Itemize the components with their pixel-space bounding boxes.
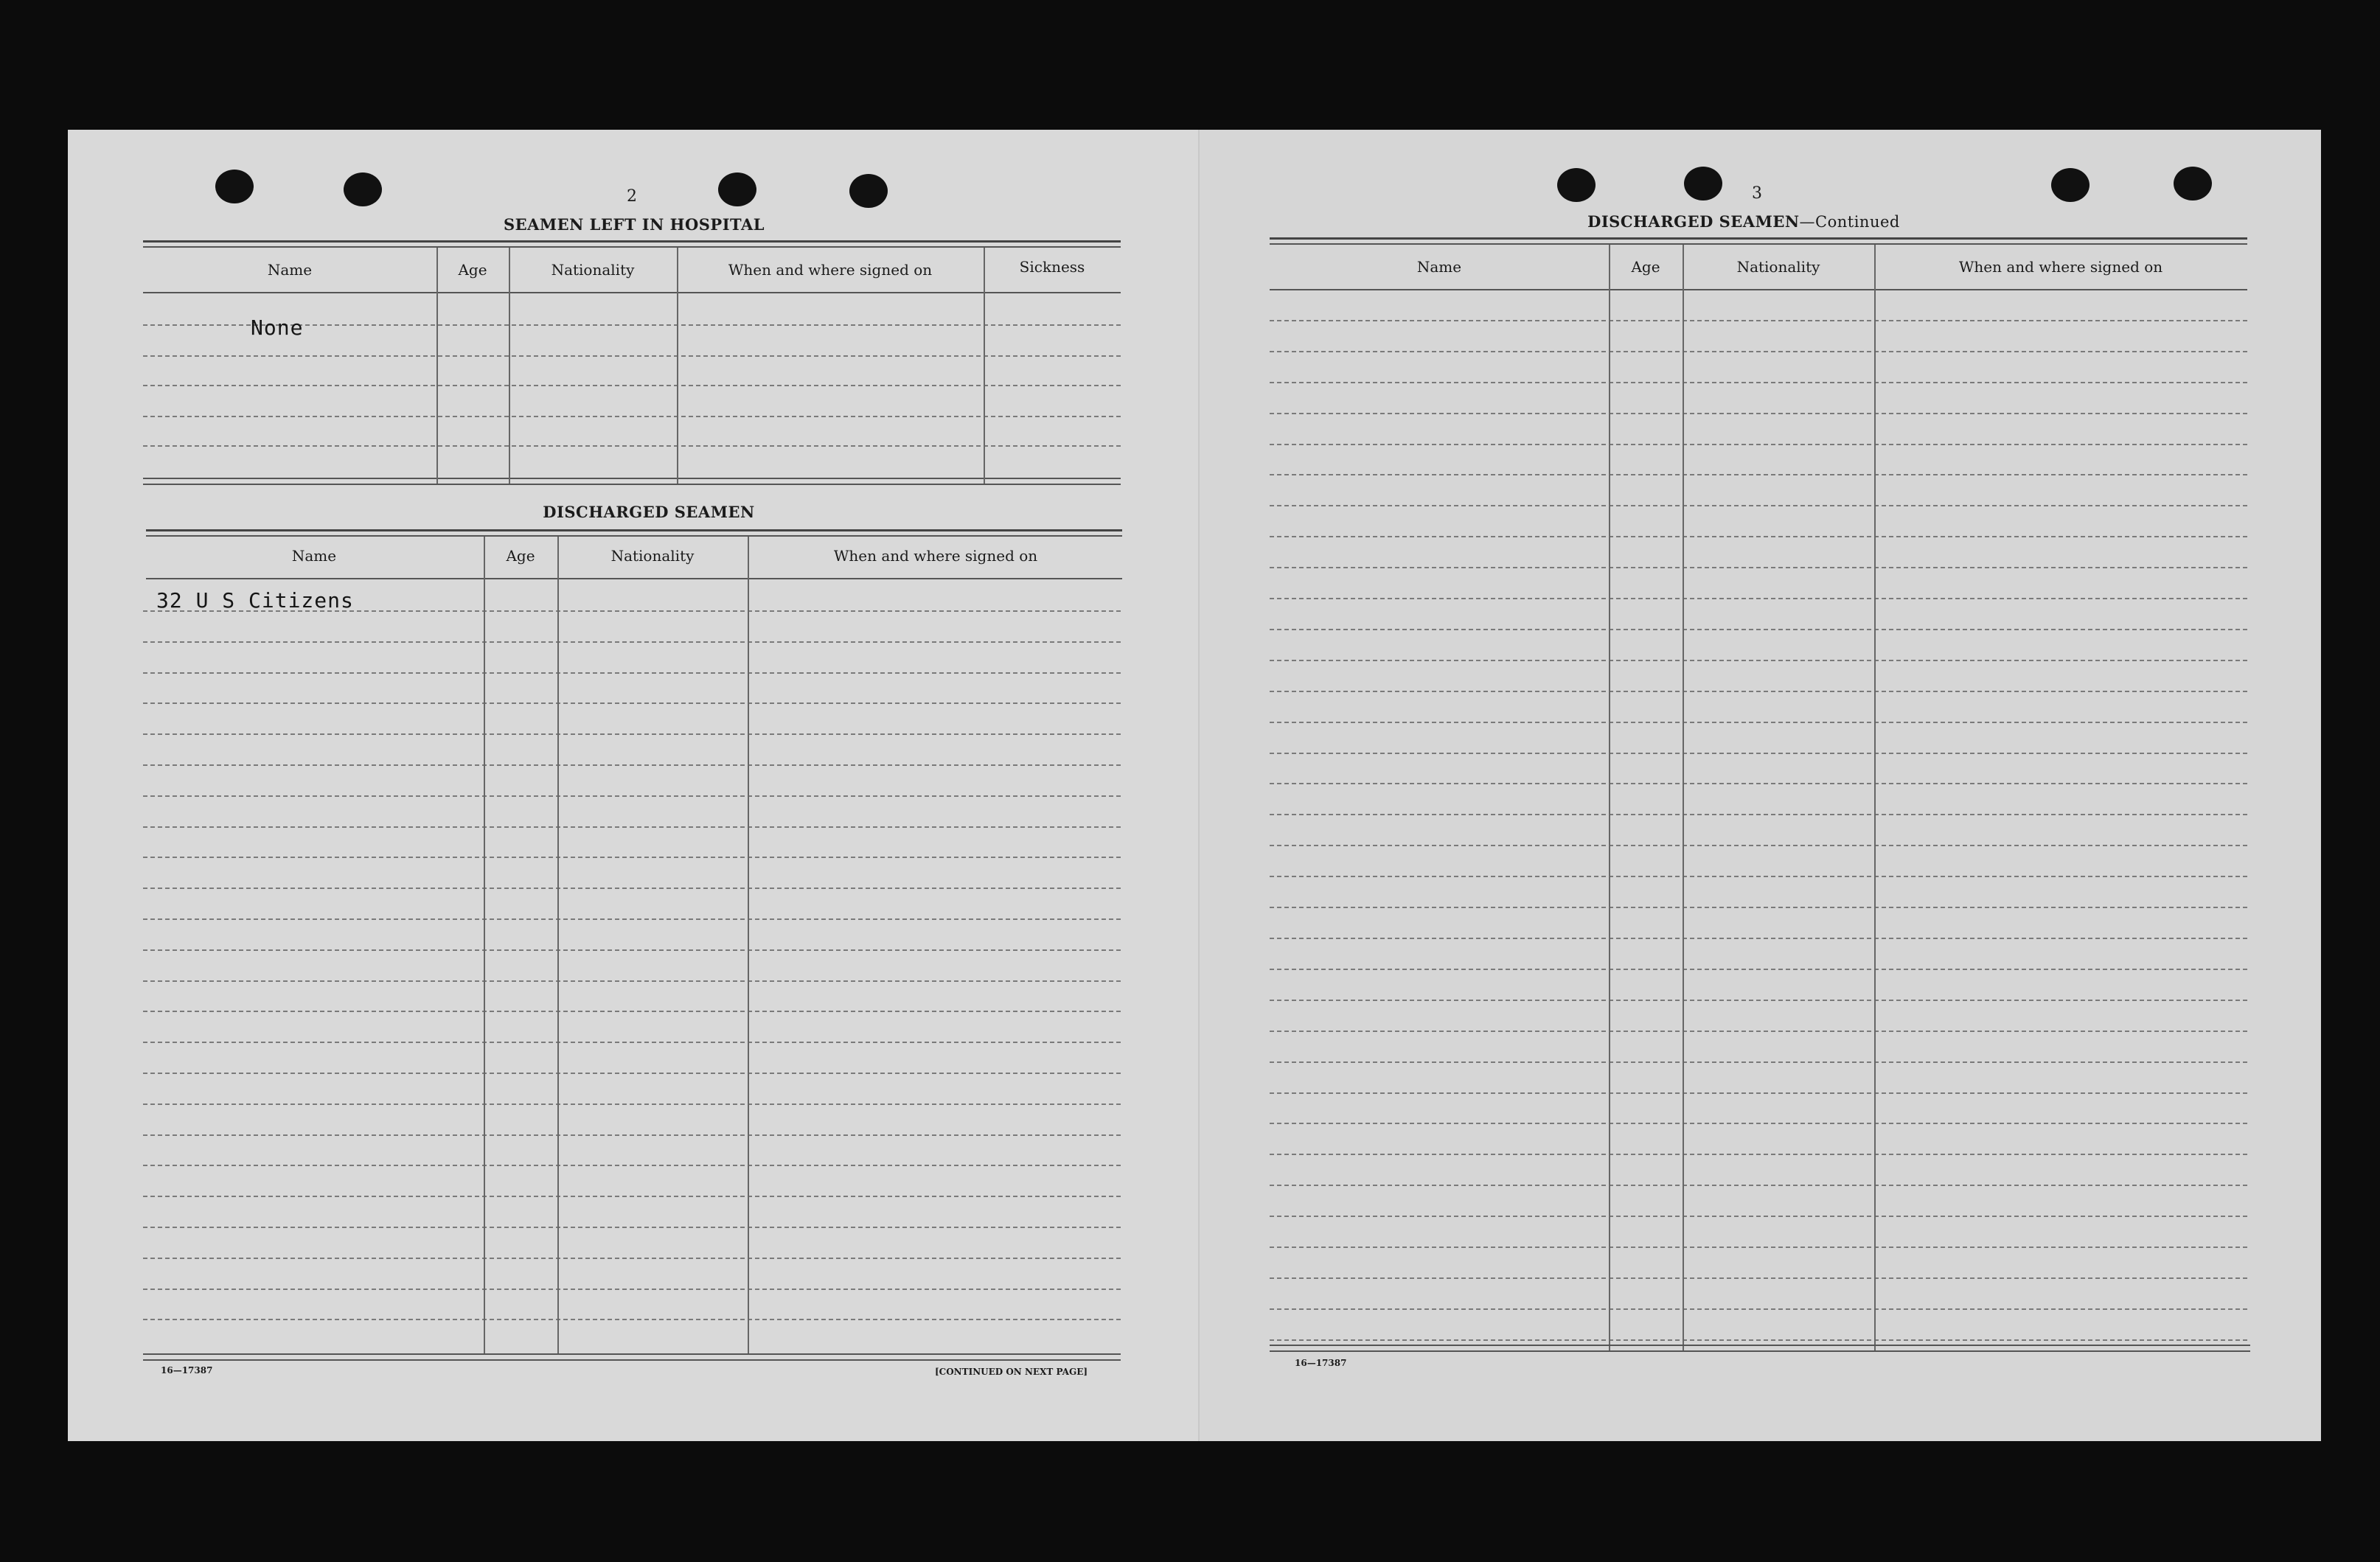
column-header-signed-on: When and where signed on xyxy=(728,261,933,279)
entry-line xyxy=(1270,320,2247,321)
entry-line xyxy=(143,672,1121,674)
rule xyxy=(146,529,1122,531)
entry-line xyxy=(1270,938,2247,939)
right-page xyxy=(1198,130,2321,1441)
punch-hole xyxy=(1557,168,1596,202)
entry-line xyxy=(1270,722,2247,723)
entry-line xyxy=(143,445,1121,447)
column-divider xyxy=(557,537,559,1355)
entry-line xyxy=(143,1011,1121,1012)
column-header-nationality: Nationality xyxy=(551,261,635,279)
entry-line xyxy=(1270,660,2247,661)
title-main: DISCHARGED SEAMEN xyxy=(1587,212,1800,231)
entry-line xyxy=(143,795,1121,797)
entry-line xyxy=(1270,1308,2247,1310)
rule xyxy=(143,240,1121,243)
punch-hole xyxy=(718,172,756,206)
column-divider xyxy=(436,248,438,484)
column-header-signed-on: When and where signed on xyxy=(833,547,1038,565)
hospital-entry: None xyxy=(251,315,304,340)
header-rule xyxy=(1270,289,2247,290)
section-title-discharged-continued xyxy=(1519,212,1969,231)
page-number: 3 xyxy=(1752,184,1762,203)
column-divider xyxy=(484,537,485,1355)
entry-line xyxy=(143,1289,1121,1290)
column-header-nationality: Nationality xyxy=(610,547,695,565)
entry-line xyxy=(143,980,1121,982)
entry-line xyxy=(143,1042,1121,1043)
entry-line xyxy=(143,826,1121,828)
column-divider xyxy=(509,248,510,484)
column-header-name: Name xyxy=(291,547,337,565)
entry-line xyxy=(143,355,1121,357)
rule xyxy=(146,535,1122,537)
entry-line xyxy=(143,949,1121,951)
rule xyxy=(1270,1350,2250,1352)
rule xyxy=(143,484,1121,485)
entry-line xyxy=(1270,598,2247,599)
punch-hole xyxy=(344,172,382,206)
entry-line xyxy=(143,888,1121,889)
entry-line xyxy=(1270,1277,2247,1279)
entry-line xyxy=(143,1103,1121,1105)
rule xyxy=(143,1359,1121,1361)
column-divider xyxy=(1683,245,1684,1350)
entry-line xyxy=(1270,1339,2247,1341)
entry-line xyxy=(143,641,1121,643)
column-divider xyxy=(1609,245,1610,1350)
entry-line xyxy=(1270,1123,2247,1124)
rule xyxy=(143,246,1121,248)
column-header-signed-on: When and where signed on xyxy=(1958,258,2163,276)
column-header-age: Age xyxy=(1631,258,1660,276)
entry-line xyxy=(1270,1031,2247,1032)
entry-line xyxy=(1270,1092,2247,1094)
entry-line xyxy=(1270,783,2247,784)
entry-line xyxy=(1270,536,2247,537)
page-number: 2 xyxy=(627,187,637,206)
rule xyxy=(143,478,1121,479)
column-header-age: Age xyxy=(458,261,487,279)
entry-line xyxy=(1270,907,2247,908)
entry-line xyxy=(143,385,1121,386)
punch-hole xyxy=(1684,167,1722,201)
entry-line xyxy=(1270,382,2247,383)
entry-line xyxy=(1270,567,2247,568)
punch-hole xyxy=(2174,167,2212,201)
entry-line xyxy=(143,702,1121,704)
column-header-name: Name xyxy=(267,261,313,279)
entry-line xyxy=(1270,753,2247,754)
entry-line xyxy=(1270,1216,2247,1217)
header-rule xyxy=(143,292,1121,293)
rule xyxy=(1270,1345,2250,1346)
entry-line xyxy=(143,1258,1121,1259)
section-title-discharged: DISCHARGED SEAMEN xyxy=(543,503,755,521)
entry-line xyxy=(1270,505,2247,506)
entry-line xyxy=(1270,814,2247,815)
entry-line xyxy=(143,918,1121,920)
column-header-nationality: Nationality xyxy=(1736,258,1820,276)
form-number: 16—17387 xyxy=(161,1365,213,1376)
header-rule xyxy=(146,578,1122,579)
entry-line xyxy=(1270,969,2247,970)
entry-line xyxy=(143,416,1121,417)
punch-hole xyxy=(849,174,888,208)
entry-line xyxy=(1270,474,2247,475)
discharged-entry: 32 U S Citizens xyxy=(156,588,354,613)
column-header-name: Name xyxy=(1416,258,1462,276)
entry-line xyxy=(143,733,1121,735)
punch-hole xyxy=(215,170,254,203)
entry-line xyxy=(1270,1000,2247,1001)
entry-line xyxy=(143,1196,1121,1197)
entry-line xyxy=(1270,845,2247,846)
entry-line xyxy=(143,1319,1121,1320)
punch-hole xyxy=(2051,168,2090,202)
entry-line xyxy=(1270,629,2247,630)
entry-line xyxy=(143,1227,1121,1228)
column-divider xyxy=(677,248,678,484)
entry-line xyxy=(143,1165,1121,1166)
continued-note: [CONTINUED ON NEXT PAGE] xyxy=(935,1367,1088,1377)
entry-line xyxy=(1270,876,2247,877)
entry-line xyxy=(1270,1061,2247,1063)
form-number: 16—17387 xyxy=(1295,1358,1347,1368)
rule xyxy=(1270,243,2247,245)
rule xyxy=(143,1353,1121,1355)
entry-line xyxy=(1270,1154,2247,1155)
title-suffix: —Continued xyxy=(1799,213,1900,231)
column-divider xyxy=(1874,245,1876,1350)
entry-line xyxy=(1270,1185,2247,1186)
page-fold xyxy=(1198,130,1200,1441)
entry-line xyxy=(143,1134,1121,1136)
entry-line xyxy=(1270,691,2247,692)
column-divider xyxy=(984,248,985,484)
column-divider xyxy=(748,537,749,1355)
column-header-age: Age xyxy=(506,547,535,565)
entry-line xyxy=(1270,413,2247,414)
entry-line xyxy=(1270,351,2247,352)
entry-line xyxy=(1270,1247,2247,1248)
column-header-sickness: Sickness xyxy=(1019,258,1085,276)
entry-line xyxy=(1270,444,2247,445)
section-title-hospital: SEAMEN LEFT IN HOSPITAL xyxy=(503,215,765,234)
entry-line xyxy=(143,857,1121,858)
entry-line xyxy=(143,1073,1121,1074)
rule xyxy=(1270,237,2247,240)
entry-line xyxy=(143,764,1121,766)
